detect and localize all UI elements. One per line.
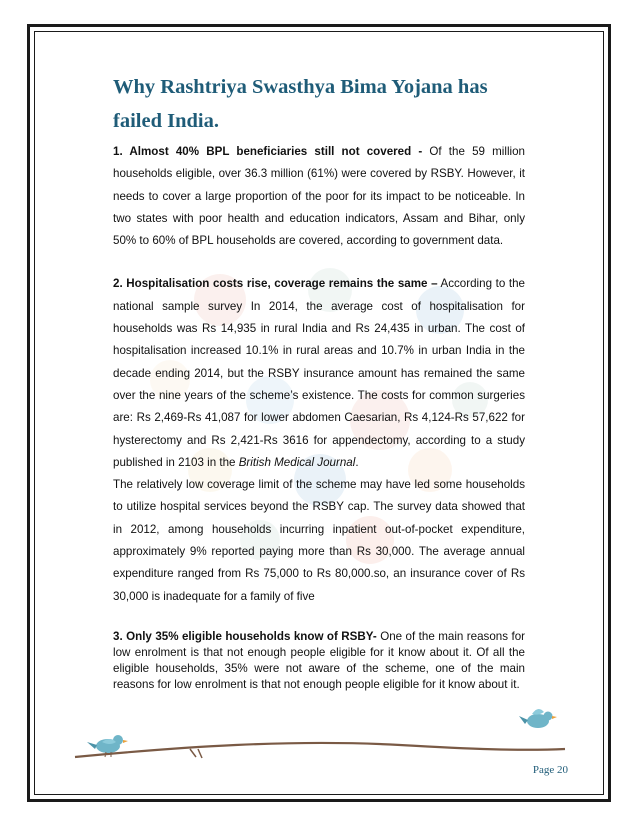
page-content <box>113 70 525 693</box>
branch-line <box>75 743 565 757</box>
section-3-body: One of the main reasons for low enrolment is that not enough people eligible for it know about it. Of all the eligible households, 35% were not aware of the scheme, one of the main reasons for low enrolment is that not enough people eligible for it know about it. <box>113 629 526 691</box>
page-title: Why Rashtriya Swasthya Bima Yojana has failed India. <box>113 76 488 132</box>
section-2-paragraph-2: The relatively low coverage limit of the scheme may have led some households to utilize hospital services beyond the RSBY cap. The survey data showed that in 2012, among households incurring inpatient out-of-pocket expenditure, approximately 9% reported paying more than Rs 30,000. The average annual expenditure ranged from Rs 75,000 to Rs 80,000.so, an insurance cover of Rs 30,000 is inadequate for a family of five <box>113 478 525 603</box>
section-1-heading: 1. Almost 40% BPL beneficiaries still not covered - <box>113 145 423 158</box>
journal-name: British Medical Journal <box>238 455 356 469</box>
section-2-heading: 2. Hospitalisation costs rise, coverage remains the same – <box>113 277 438 291</box>
page-number: Page 20 <box>532 764 568 776</box>
bird-right-icon <box>519 709 557 728</box>
section-2-body-end: . <box>355 455 359 469</box>
section-3-heading: 3. Only 35% eligible households know of RSBY- <box>113 629 377 643</box>
section-3-paragraph <box>113 629 525 693</box>
footer-branch-illustration <box>70 705 570 775</box>
section-2-paragraph <box>113 273 525 474</box>
section-1-body: Of the 59 million households eligible, over 36.3 million (61%) were covered by RSBY. However, it needs to cover a large proportion of the poor for its impact to be noticeable. In two states with poor health and education indicators, Assam and Bihar, only 50% to 60% of BPL households are covered, according to government data. <box>113 145 525 248</box>
section-1-paragraph <box>113 141 525 252</box>
section-2-body: According to the national sample survey In 2014, the average cost of hospitalisation for households was Rs 14,935 in rural India and Rs 24,435 in urban. The cost of hospitalisation increased 10.1% in rural areas and 10.7% in urban India in the decade ending 2014, but the RSBY insurance amount has remained the same over the nine years of the scheme’s existence. The costs for common surgeries are: Rs 2,469-Rs 41,087 for lower abdomen Caesarian, Rs 4,124-Rs 57,622 for hysterectomy and Rs 2,421-Rs 3616 for appendectomy, according to a study published in 2103 in the <box>113 277 525 469</box>
